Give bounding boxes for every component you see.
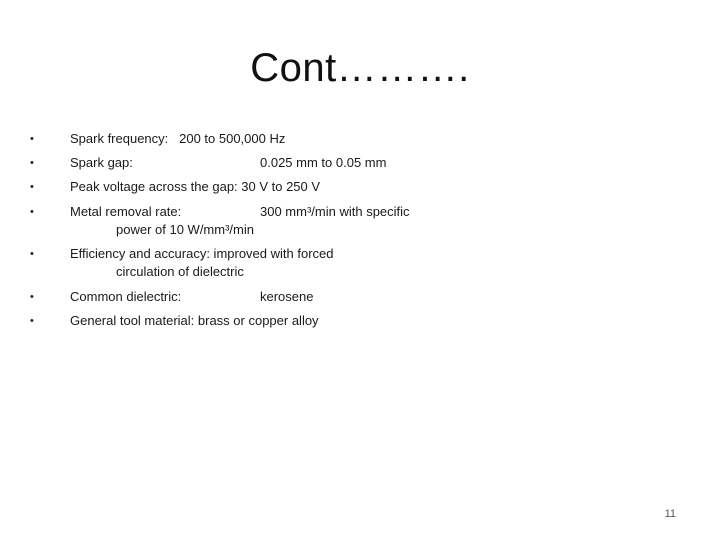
slide-title: Cont………. xyxy=(250,46,470,90)
bullet-marker: • xyxy=(30,133,34,145)
bullet-marker: • xyxy=(30,206,34,218)
bullet-text xyxy=(70,178,550,196)
bullet-text xyxy=(70,130,550,148)
bullet-label: Efficiency and accuracy: improved with forced xyxy=(70,246,334,261)
page-number: 11 xyxy=(664,508,676,520)
bullet-label: Spark frequency: 200 to 500,000 Hz xyxy=(70,131,286,146)
bullet-label: Metal removal rate: xyxy=(70,204,182,219)
bullet-text xyxy=(70,288,550,306)
bullet-label: General tool material: brass or copper alloy xyxy=(70,313,319,328)
bullet-text xyxy=(70,203,550,239)
bullet-value: kerosene xyxy=(260,289,314,304)
bullet-continuation: circulation of dielectric xyxy=(116,264,244,279)
bullet-marker: • xyxy=(30,181,34,193)
bullet-value: 300 mm³/min with specific xyxy=(260,204,410,219)
bullet-text xyxy=(70,245,550,281)
bullet-continuation: power of 10 W/mm³/min xyxy=(116,222,254,237)
bullet-label: Spark gap: xyxy=(70,155,133,170)
bullet-text xyxy=(70,154,550,172)
bullet-label: Peak voltage across the gap: 30 V to 250 V xyxy=(70,179,321,194)
bullet-marker: • xyxy=(30,291,34,303)
bullet-label: Common dielectric: xyxy=(70,289,182,304)
bullet-marker: • xyxy=(30,157,34,169)
bullet-text xyxy=(70,312,550,330)
bullet-marker: • xyxy=(30,315,34,327)
bullet-marker: • xyxy=(30,248,34,260)
bullet-value: 0.025 mm to 0.05 mm xyxy=(260,155,387,170)
